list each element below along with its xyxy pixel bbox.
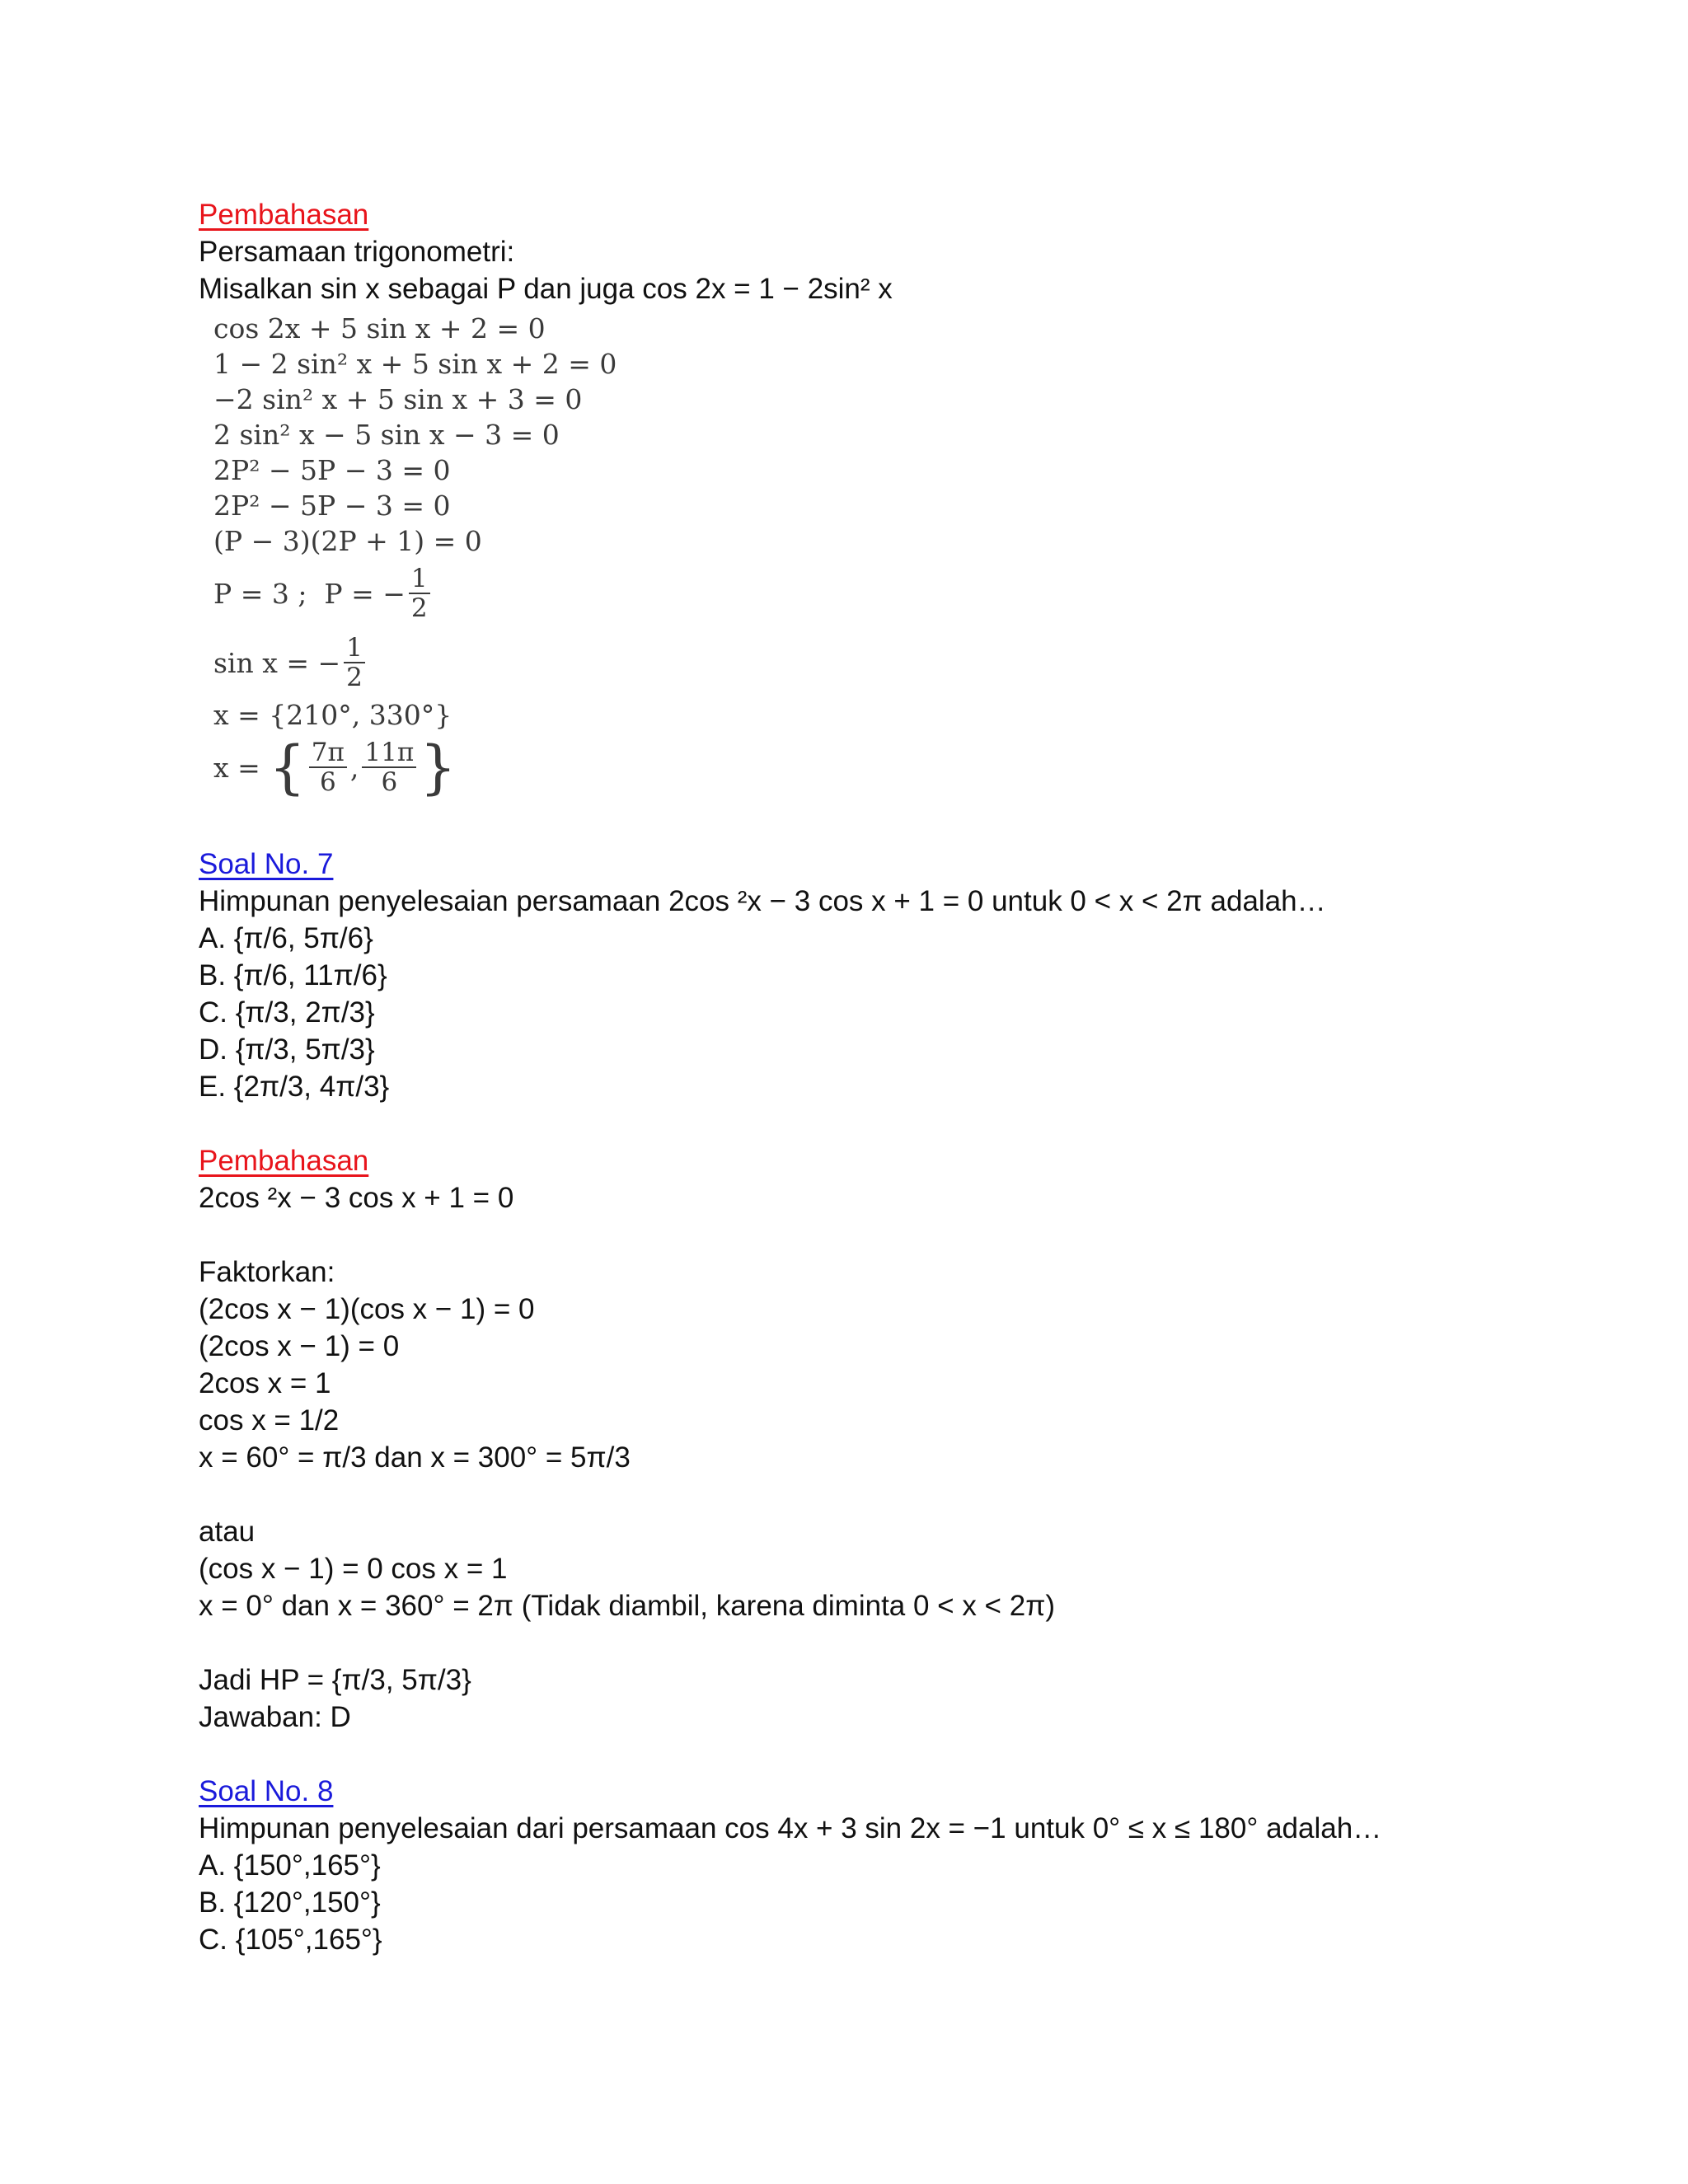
fraction-denominator: 2 [346, 663, 363, 692]
math-step: 2P² − 5P − 3 = 0 [213, 454, 451, 486]
solution-line: (2cos x − 1) = 0 [199, 1330, 400, 1362]
option-a: A. {π/6, 5π/6} [199, 922, 373, 954]
fraction [344, 634, 365, 691]
comma: , [349, 751, 359, 784]
solution-line: atau [199, 1516, 256, 1548]
solution-line: x = 60° = π/3 dan x = 300° = 5π/3 [199, 1441, 631, 1474]
math-step: (P − 3)(2P + 1) = 0 [213, 525, 482, 557]
soal-8-question: Himpunan penyelesaian dari persamaan cos 4x + 3 sin 2x = −1 untuk 0° ≤ x ≤ 180° adalah… [199, 1812, 1382, 1844]
fraction-denominator: 2 [410, 593, 428, 623]
math-step: 2 sin² x − 5 sin x − 3 = 0 [213, 419, 560, 451]
right-brace: } [420, 733, 457, 801]
solution-line: x = 0° dan x = 360° = 2π (Tidak diambil, karena diminta 0 < x < 2π) [199, 1590, 1055, 1622]
option-c: C. {105°,165°} [199, 1924, 382, 1956]
fraction-numerator: 11π [362, 738, 416, 768]
content-column [199, 196, 1583, 1958]
solution-set [269, 733, 457, 801]
math-step: 2P² − 5P − 3 = 0 [213, 490, 451, 522]
answer-line: Jawaban: D [199, 1701, 351, 1733]
pembahasan-heading: Pembahasan [199, 199, 369, 231]
math-step: −2 sin² x + 5 sin x + 3 = 0 [213, 383, 583, 415]
math-steps-image [213, 311, 1583, 802]
math-step-radian-set [213, 733, 1583, 802]
solution-line: 2cos x = 1 [199, 1367, 331, 1399]
math-text: sin x = − [213, 646, 341, 679]
fraction [362, 738, 416, 796]
solution-line: 2cos ²x − 3 cos x + 1 = 0 [199, 1182, 514, 1214]
math-text: x = [213, 751, 270, 784]
option-c: C. {π/3, 2π/3} [199, 996, 375, 1029]
math-step: cos 2x + 5 sin x + 2 = 0 [213, 312, 546, 344]
option-b: B. {π/6, 11π/6} [199, 959, 387, 991]
substitution-line: Misalkan sin x sebagai P dan juga cos 2x = 1 − 2sin² x [199, 273, 893, 305]
solution-line: Jadi HP = {π/3, 5π/3} [199, 1664, 471, 1696]
math-step-p-values [213, 559, 1583, 628]
soal-7-link[interactable]: Soal No. 7 [199, 848, 334, 880]
fraction-numerator: 1 [344, 634, 365, 663]
solution-line: Faktorkan: [199, 1256, 335, 1288]
intro-line: Persamaan trigonometri: [199, 236, 515, 268]
option-b: B. {120°,150°} [199, 1886, 381, 1919]
solution-line: (cos x − 1) = 0 cos x = 1 [199, 1553, 508, 1585]
solution-line: cos x = 1/2 [199, 1404, 340, 1436]
fraction [409, 565, 430, 622]
soal-7-question: Himpunan penyelesaian persamaan 2cos ²x − 3 cos x + 1 = 0 untuk 0 < x < 2π adalah… [199, 885, 1326, 917]
option-a: A. {150°,165°} [199, 1849, 381, 1882]
soal-8-link[interactable]: Soal No. 8 [199, 1775, 334, 1807]
solution-line: (2cos x − 1)(cos x − 1) = 0 [199, 1293, 535, 1325]
math-step: 1 − 2 sin² x + 5 sin x + 2 = 0 [213, 348, 617, 380]
fraction-numerator: 7π [309, 738, 347, 768]
fraction-numerator: 1 [409, 565, 430, 594]
option-e: E. {2π/3, 4π/3} [199, 1071, 390, 1103]
fraction-denominator: 6 [319, 767, 336, 797]
math-text: P = 3 ; P = − [213, 577, 406, 610]
math-step: x = {210°, 330°} [213, 699, 452, 731]
left-brace: { [269, 733, 306, 801]
option-d: D. {π/3, 5π/3} [199, 1033, 375, 1066]
fraction-denominator: 6 [381, 767, 398, 797]
pembahasan-7-heading: Pembahasan [199, 1145, 369, 1177]
math-step-sin-value [213, 628, 1583, 697]
fraction [309, 738, 347, 796]
